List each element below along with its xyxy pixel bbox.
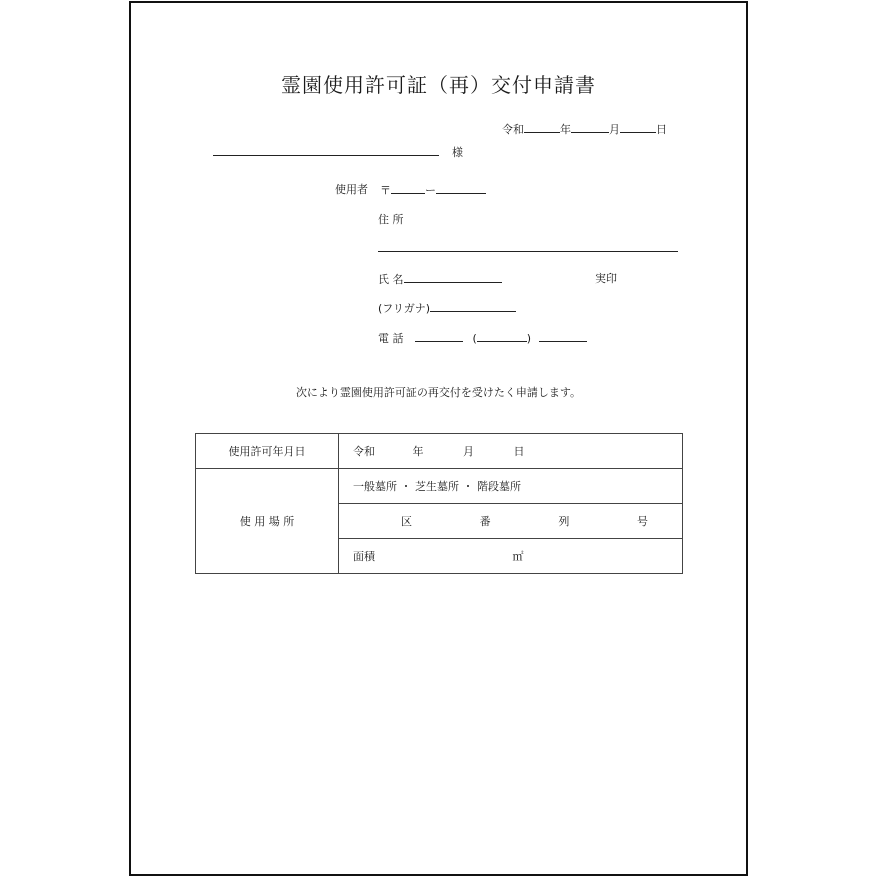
permit-date-value[interactable] — [339, 434, 683, 469]
addressee-suffix: 様 — [452, 146, 463, 159]
date-day-blank[interactable] — [620, 120, 656, 133]
postal-code-second-blank[interactable] — [436, 181, 486, 194]
postal-mark: 〒 — [380, 184, 391, 197]
location-ward: 区 — [401, 515, 412, 528]
request-statement: 次により霊園使用許可証の再交付を受けたく申請します。 — [295, 386, 582, 399]
location-lot: 号 — [636, 515, 648, 528]
permit-date-row — [196, 434, 683, 469]
area-label: 面積 — [353, 550, 375, 563]
postal-code-line — [380, 181, 486, 198]
permit-details-table — [195, 433, 683, 574]
grave-type-row — [196, 469, 683, 504]
address-label: 住 所 — [378, 213, 404, 226]
date-line — [502, 120, 667, 137]
phone-line — [378, 329, 587, 346]
area-value[interactable] — [339, 539, 683, 574]
date-year-blank[interactable] — [524, 120, 560, 133]
phone-close-paren: ) — [526, 332, 532, 345]
address-blank[interactable] — [378, 251, 678, 252]
name-label: 氏 名 — [378, 273, 404, 286]
permit-date-month: 月 — [463, 445, 474, 458]
permit-date-year: 年 — [412, 445, 424, 458]
phone-open-paren: ( — [472, 332, 477, 345]
postal-code-first-blank[interactable] — [391, 181, 425, 194]
phone-exchange-blank[interactable] — [477, 329, 527, 342]
grave-types[interactable]: 一般墓所 ・ 芝生墓所 ・ 階段墓所 — [339, 469, 683, 504]
permit-date-day: 日 — [513, 445, 525, 458]
name-blank[interactable] — [404, 270, 502, 283]
application-form-page — [129, 1, 748, 876]
seal-label: 実印 — [595, 272, 617, 285]
area-unit: ㎡ — [512, 550, 524, 563]
date-month-blank[interactable] — [571, 120, 609, 133]
place-label: 使 用 場 所 — [196, 469, 339, 574]
furigana-line — [378, 299, 516, 316]
date-year-label: 年 — [560, 123, 571, 136]
date-day-label: 日 — [656, 123, 667, 136]
permit-date-era: 令和 — [353, 445, 375, 458]
name-line — [378, 270, 502, 287]
furigana-blank[interactable] — [430, 299, 516, 312]
applicant-label: 使用者 — [335, 183, 368, 196]
date-era: 令和 — [502, 123, 524, 136]
location-row-unit: 列 — [558, 515, 570, 528]
date-month-label: 月 — [609, 123, 620, 136]
location-value[interactable] — [339, 504, 683, 539]
postal-dash: ー — [425, 184, 436, 197]
addressee-blank[interactable] — [213, 155, 439, 156]
form-title: 霊園使用許可証（再）交付申請書 — [281, 73, 596, 97]
location-number: 番 — [479, 515, 491, 528]
phone-area-code-blank[interactable] — [415, 329, 463, 342]
permit-date-label: 使用許可年月日 — [196, 434, 339, 469]
phone-number-blank[interactable] — [539, 329, 587, 342]
phone-label: 電 話 — [378, 332, 404, 345]
furigana-label: (フリガナ) — [378, 302, 431, 315]
